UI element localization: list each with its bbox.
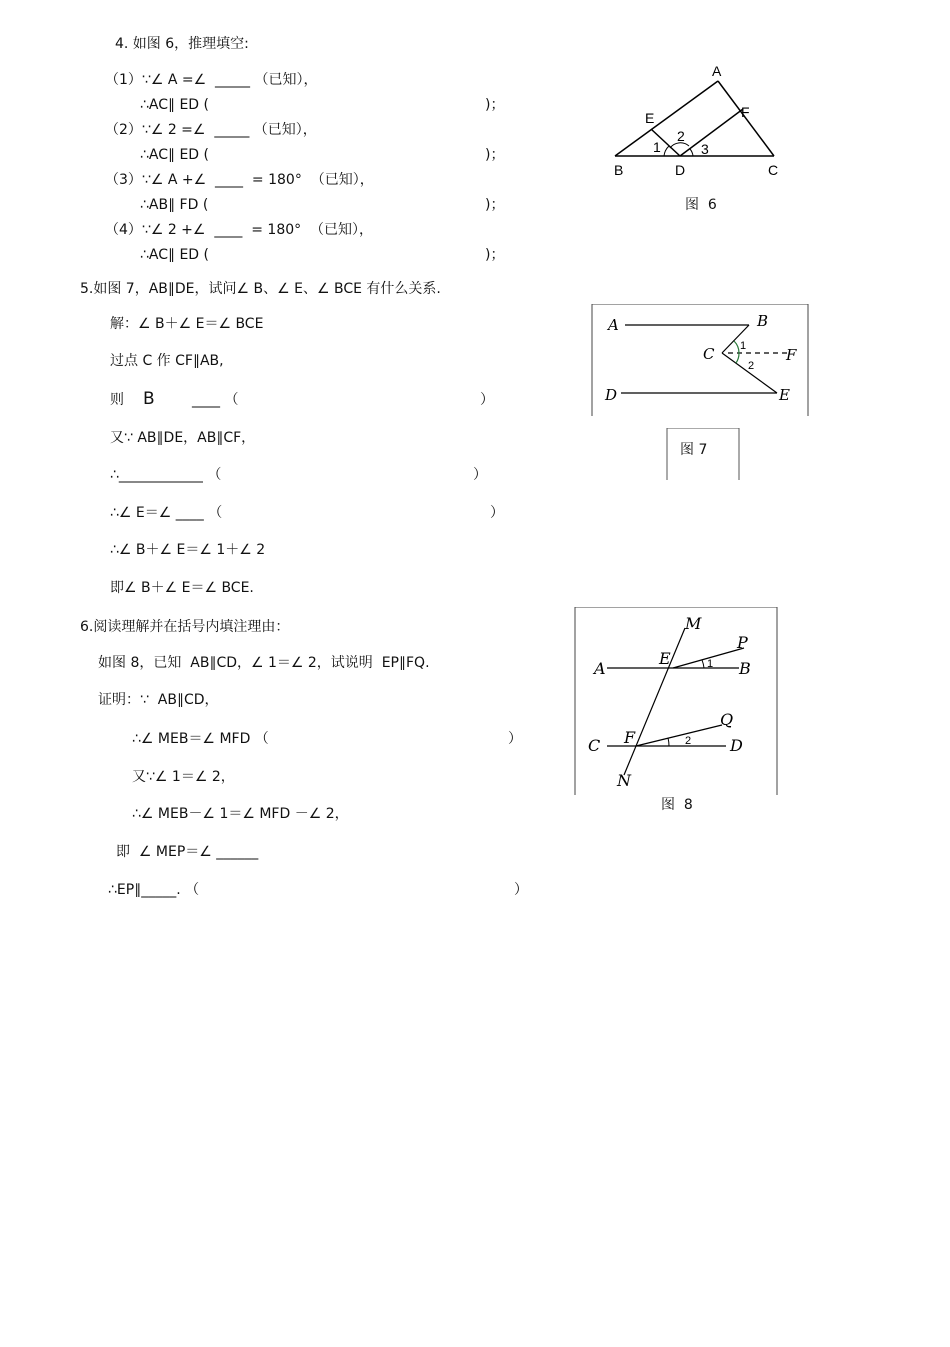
fig8-label-m: M bbox=[685, 614, 702, 633]
q6-step1: 如图 8，已知 AB∥CD，∠ 1＝∠ 2，试说明 EP∥FQ. bbox=[98, 655, 430, 671]
fig7-label-e: E bbox=[779, 386, 790, 404]
q5-step5: ∴____________ （ bbox=[110, 467, 222, 483]
q5-step5-close: ） bbox=[473, 467, 487, 483]
figure-7 bbox=[591, 304, 809, 416]
q5-step3-close: ） bbox=[480, 392, 494, 408]
fig8-label-c: C bbox=[588, 736, 601, 755]
fig8-label-b: B bbox=[739, 659, 751, 678]
fig7-angle-1: 1 bbox=[740, 340, 747, 352]
fig8-caption: 图 8 bbox=[661, 797, 693, 813]
q6-title: 6.阅读理解并在括号内填注理由： bbox=[80, 619, 290, 635]
q5-step3-b: B bbox=[143, 389, 155, 409]
fig7-angle-2: 2 bbox=[748, 360, 755, 372]
q5-step1: 解：∠ B＋∠ E＝∠ BCE bbox=[110, 316, 264, 332]
fig6-label-f: F bbox=[741, 104, 750, 120]
fig7-label-c: C bbox=[703, 345, 715, 363]
fig8-label-p: P bbox=[737, 633, 748, 652]
q5-step6-close: ） bbox=[490, 505, 504, 521]
q4-line4: （4）∵∠ 2 +∠ ____ = 180° （已知）， bbox=[105, 222, 374, 238]
q4-line2: （2）∵∠ 2 =∠ _____ （已知）， bbox=[105, 122, 317, 138]
q4-line1-close: )； bbox=[485, 97, 505, 113]
fig8-label-d: D bbox=[730, 736, 743, 755]
fig8-label-n: N bbox=[617, 771, 631, 790]
q4-line2-close: )； bbox=[485, 147, 505, 163]
fig8-angle-1: 1 bbox=[707, 658, 714, 670]
figure-8 bbox=[574, 607, 779, 795]
q4-line1-conclusion: ∴AC∥ ED ( bbox=[140, 97, 210, 113]
q4-line3-conclusion: ∴AB∥ FD ( bbox=[140, 197, 209, 213]
q5-step2: 过点 C 作 CF∥AB, bbox=[110, 353, 224, 369]
q6-step7-close: ） bbox=[514, 882, 528, 898]
q5-step6: ∴∠ E＝∠ ____ （ bbox=[110, 505, 223, 521]
q6-step2: 证明：∵ AB∥CD， bbox=[98, 692, 219, 708]
q4-line1: （1）∵∠ A =∠ _____ （已知）， bbox=[105, 72, 318, 88]
fig6-label-a: A bbox=[712, 63, 722, 79]
q5-title: 5.如图 7，AB∥DE，试问∠ B、∠ E、∠ BCE 有什么关系. bbox=[80, 281, 441, 297]
q4-line4-close: )； bbox=[485, 247, 505, 263]
fig6-angle-3: 3 bbox=[701, 141, 709, 157]
q6-step3: ∴∠ MEB＝∠ MFD （ bbox=[132, 731, 269, 747]
fig7-label-b: B bbox=[757, 312, 769, 330]
figure-6 bbox=[600, 60, 800, 185]
q6-step4: 又∵∠ 1＝∠ 2， bbox=[132, 769, 235, 785]
q4-line3-close: )； bbox=[485, 197, 505, 213]
q5-step3-label: 则 bbox=[110, 392, 124, 408]
fig7-label-f: F bbox=[786, 346, 797, 364]
q6-step7: ∴EP∥_____. （ bbox=[108, 882, 200, 898]
q4-title: 4. 如图 6，推理填空: bbox=[115, 36, 249, 52]
fig8-label-f: F bbox=[624, 728, 636, 747]
fig6-label-b: B bbox=[614, 162, 624, 178]
fig8-angle-2: 2 bbox=[685, 735, 692, 747]
fig7-label-d: D bbox=[605, 386, 618, 404]
q6-step3-close: ） bbox=[508, 731, 522, 747]
q4-line2-conclusion: ∴AC∥ ED ( bbox=[140, 147, 210, 163]
fig6-label-c: C bbox=[768, 162, 779, 178]
fig6-label-d: D bbox=[675, 162, 686, 178]
q4-line3: （3）∵∠ A +∠ ____ = 180° （已知）， bbox=[105, 172, 374, 188]
fig8-label-a: A bbox=[594, 659, 606, 678]
q5-step8: 即∠ B＋∠ E＝∠ BCE. bbox=[110, 580, 254, 596]
fig6-angle-2: 2 bbox=[677, 128, 685, 144]
q5-step4: 又∵ AB∥DE，AB∥CF， bbox=[110, 430, 256, 446]
q5-step7: ∴∠ B＋∠ E＝∠ 1＋∠ 2 bbox=[110, 542, 266, 558]
q5-step3-blank: ____ （ bbox=[192, 392, 239, 408]
fig6-label-e: E bbox=[645, 110, 655, 126]
fig6-angle-1: 1 bbox=[653, 139, 661, 155]
q6-step6: 即 ∠ MEP＝∠ ______ bbox=[116, 844, 259, 860]
q4-line4-conclusion: ∴AC∥ ED ( bbox=[140, 247, 210, 263]
fig8-label-q: Q bbox=[720, 710, 734, 729]
fig7-caption: 图 7 bbox=[680, 442, 708, 458]
fig7-label-a: A bbox=[608, 316, 619, 334]
fig6-caption: 图 6 bbox=[685, 197, 717, 213]
q6-step5: ∴∠ MEB－∠ 1＝∠ MFD －∠ 2， bbox=[132, 806, 349, 822]
fig8-label-e: E bbox=[659, 649, 671, 668]
